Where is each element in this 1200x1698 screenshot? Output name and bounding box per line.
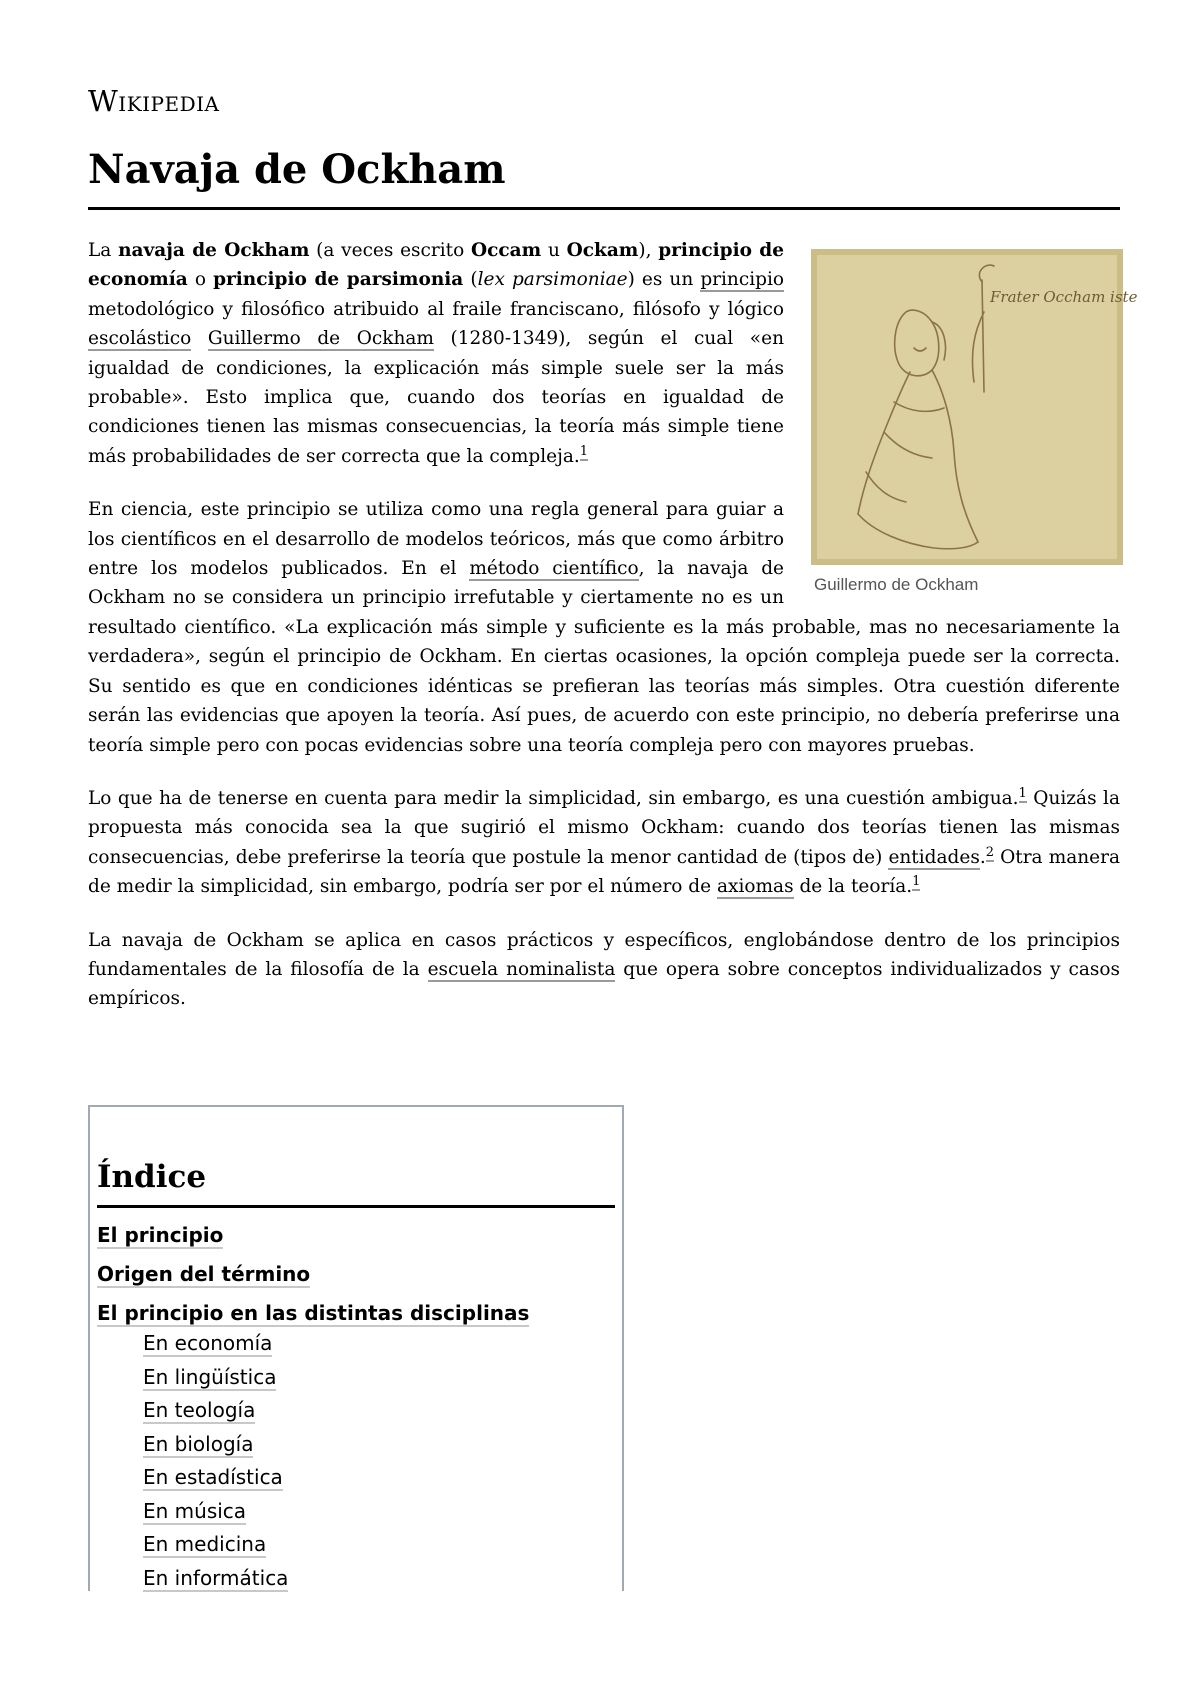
toc-subitem-estadistica[interactable]: En estadística bbox=[143, 1465, 283, 1489]
paragraph-intro: La navaja de Ockham (a veces escrito Occam u Ockam), principio de economía o principio de parsimonia (lex parsimoniae) es un principio metodológico y filosófico atribuido al fraile franciscano, filósofo y lógico escolástico Guillermo de Ockham (1280-1349), según el cual «en igualdad de condiciones, la explicación más simple suele ser la más probable». Esto implica que, cuando dos teorías en igualdad de condiciones tienen las mismas consecuencias, la teoría más simple tiene más probabilidades de ser correcta que la compleja.$^1$ bbox=[88, 240, 785, 467]
link-metodo-cientifico[interactable]: método científico bbox=[469, 558, 639, 580]
figure-caption: Guillermo de Ockham bbox=[814, 575, 979, 594]
portrait-handwriting: Frater Occham iste bbox=[990, 288, 1138, 306]
toc-subitem-linguistica[interactable]: En lingüística bbox=[143, 1364, 277, 1389]
link-axiomas[interactable]: axiomas bbox=[716, 876, 794, 898]
portrait-image[interactable] bbox=[814, 252, 1138, 562]
toc-divider bbox=[97, 1205, 615, 1208]
paragraph-aplicacion: La navaja de Ockham se aplica en casos prácticos y específicos, englobándose dentro de los principios fundamentales de la filosofía de la escuela nominalista que opera sobre conceptos individualizados y casos empíricos. bbox=[88, 929, 1120, 1010]
reference-1[interactable]: 1 bbox=[579, 443, 589, 459]
link-entidades[interactable]: entidades bbox=[888, 846, 980, 868]
toc-sublist bbox=[97, 1327, 615, 1595]
link-escuela-nominalista[interactable]: escuela nominalista bbox=[427, 958, 616, 980]
reference-2[interactable]: 2 bbox=[985, 844, 994, 860]
paragraph-ciencia: En ciencia, este principio se utiliza como una regla general para guiar a los científicos en el desarrollo de modelos teóricos, más que como árbitro entre los modelos publicados. En el método científico, la navaja de Ockham no se considera un principio irrefutable y ciertamente no es un resultado científico. «La explicación más simple y suficiente es la más probable, mas no necesariamente la verdadera», según el principio de Ockham. En ciertas ocasiones, la opción compleja puede ser la correcta. Su sentido es que en condiciones idénticas se prefieran las teorías más simples. Otra cuestión diferente serán las evidencias que apoyen la teoría. Así pues, de acuerdo con este principio, no debería preferirse una teoría simple pero con pocas evidencias sobre una teoría compleja pero con mayores pruebas. bbox=[88, 499, 1120, 756]
page-title: Navaja de Ockham bbox=[88, 146, 506, 193]
table-of-contents bbox=[88, 1105, 624, 1591]
toc-title: Índice bbox=[97, 1159, 207, 1195]
toc-subitem-economia[interactable]: En economía bbox=[143, 1331, 273, 1355]
toc-subitem-informatica[interactable]: En informática bbox=[143, 1565, 289, 1590]
toc-item-origen-del-termino[interactable]: Origen del término bbox=[97, 1262, 311, 1286]
toc-subitem-musica[interactable]: En música bbox=[143, 1498, 247, 1523]
paragraph-simplicidad: Lo que ha de tenerse en cuenta para medir la simplicidad, sin embargo, es una cuestión ambigua.$^1$ Quizás la propuesta más conocida sea la que sugirió el mismo Ockham: cuando dos teorías tienen las mismas consecuencias, debe preferirse la teoría que postule la menor cantidad de (tipos de) entidades.$^2$ Otra manera de medir la simplicidad, sin embargo, podría ser por el número de axiomas de la teoría.$^1$ bbox=[88, 785, 1120, 898]
reference-1[interactable]: 1 bbox=[1018, 785, 1027, 801]
reference-1[interactable]: 1 bbox=[912, 873, 921, 889]
link-principio[interactable]: principio bbox=[700, 269, 785, 291]
wikipedia-wordmark[interactable]: Wikipedia bbox=[88, 84, 220, 118]
toc-list bbox=[97, 1216, 615, 1595]
toc-subitem-biologia[interactable]: En biología bbox=[143, 1431, 254, 1456]
toc-item-disciplinas[interactable]: El principio en las distintas disciplinas bbox=[97, 1301, 530, 1325]
link-guillermo-de-ockham[interactable]: Guillermo de Ockham bbox=[207, 328, 434, 350]
article-body bbox=[88, 236, 1138, 1038]
title-divider bbox=[88, 207, 1120, 210]
link-escolastico[interactable]: escolástico bbox=[88, 328, 192, 350]
infobox-figure bbox=[814, 252, 1138, 596]
toc-subitem-teologia[interactable]: En teología bbox=[143, 1398, 256, 1422]
toc-subitem-medicina[interactable]: En medicina bbox=[143, 1532, 267, 1556]
toc-item-el-principio[interactable]: El principio bbox=[97, 1223, 224, 1247]
